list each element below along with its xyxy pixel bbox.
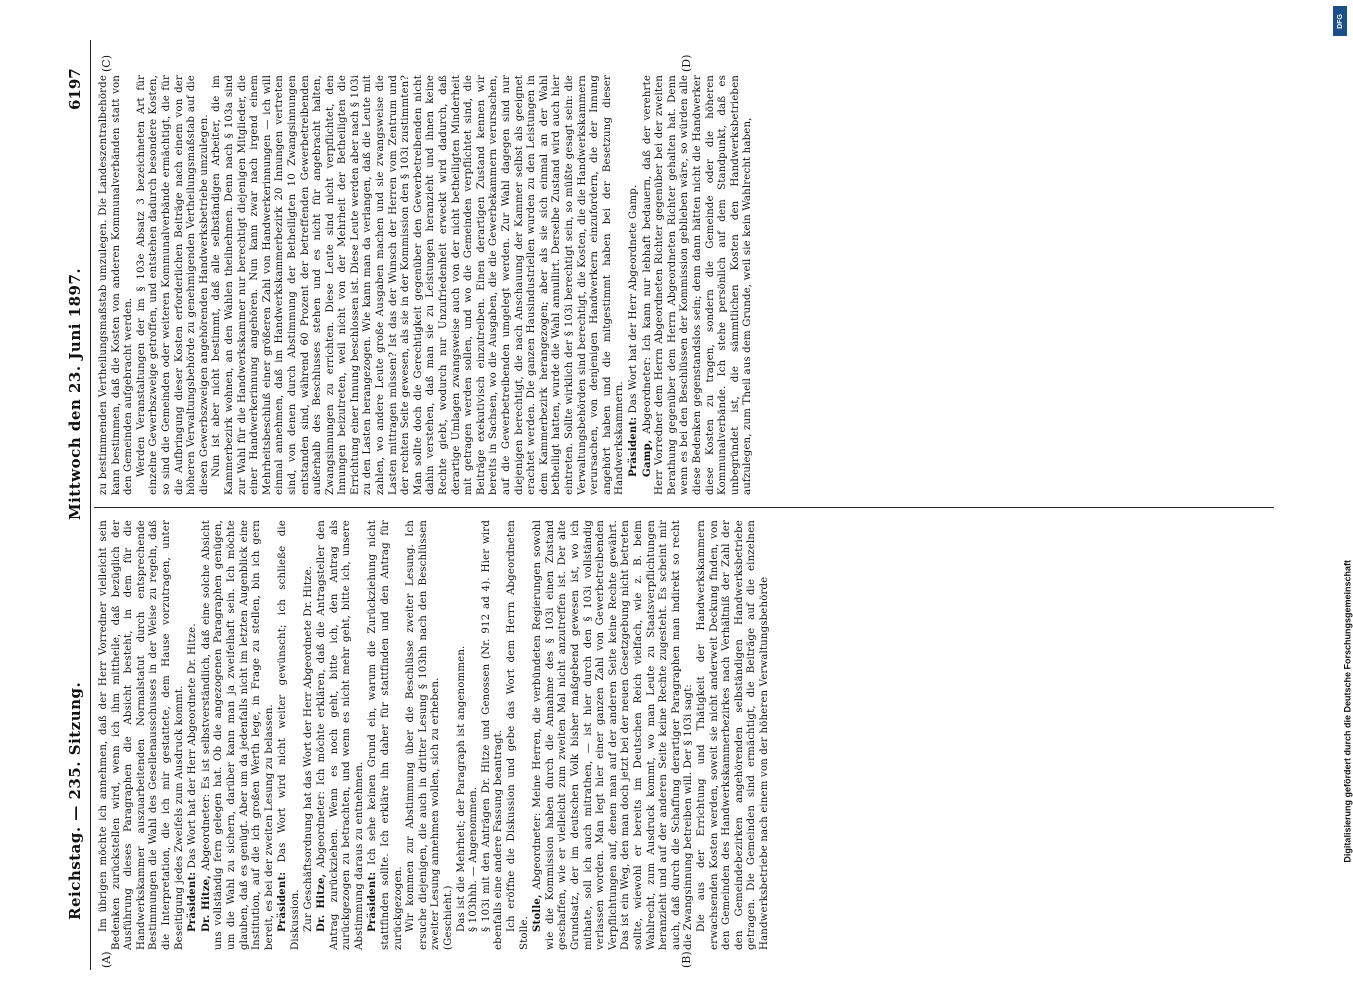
paragraph: [531, 520, 696, 950]
paragraph: [641, 75, 755, 495]
rotated-page-content: [60, 30, 1290, 990]
paragraph-text: Das Wort hat der Herr Abgeordnete Gamp.: [627, 184, 639, 417]
paragraph-text: Abgeordneter: Ich kann nur lebhaft bedauern, daß der verehrte Herr Vorredner dem Herrn Abgeordneten Richter gegenüber bei der zweiten Berathung gegenüber dem Herrn Abgeordneten Richter gehalten hat. Denn wenn es bei den Beschlüssen der Kommission geblieben wäre, so würden alle diese Bedenken gegenstandslos sein; denn dann hätten nicht die Handwerker diese Kosten zu tragen, sondern die Gemeinde oder die höheren Kommunalverbände. Ich stehe persönlich auf dem Standpunkt, daß es unbegründet ist, die sämmtlichen Kosten den Handwerksbetrieben aufzulegen, zum Theil aus dem Grunde, weil sie kein Wahlrecht haben,: [641, 75, 754, 495]
speaker-label: Präsident:: [186, 871, 199, 932]
paragraph-text: Abgeordneter: Es ist selbstverständlich, daß eine solche Absicht uns vollständig fern gelegen hat. Ob die angezogenen Paragraphen genügen, um die Wahl zu sichern, darüber kann man ja zweifelhaft sein. Ich möchte glauben, daß es genügt. Aber um da jedenfalls nicht im letzten Augenblick eine Institution, auf die ich großen Werth lege, in Frage zu stellen, bin ich gern bereit, es bei der zweiten Lesung zu belassen.: [200, 520, 275, 950]
paragraph-text: § 103i mit den Anträgen Dr. Hitze und Genossen (Nr. 912 ad 4). Hier wird ebenfalls eine andere Fassung beantragt.: [480, 520, 505, 950]
paragraph: [98, 75, 136, 495]
marker-d: (D): [680, 54, 693, 72]
paragraph: [136, 75, 212, 495]
paragraph-text: Zur Geschäftsordnung hat das Wort der Herr Abgeordnete Dr. Hitze.: [302, 565, 314, 932]
speaker-label: Gamp,: [640, 439, 653, 477]
speaker-label: Präsident:: [366, 871, 379, 932]
page-number: 6197: [66, 68, 84, 110]
dfg-logo: DFG: [1333, 6, 1347, 36]
paragraph-text: Wir kommen zur Abstimmung über die Beschlüsse zweiter Lesung. Ich ersuche diejenigen, die auch in dritter Lesung § 103hh nach den Beschlüssen zweiter Lesung annehmen wollen, sich zu erheben.: [405, 520, 442, 950]
paragraph: [627, 75, 641, 495]
paragraph: [696, 520, 772, 950]
paragraph-text: (Geschieht.): [443, 885, 455, 950]
speaker-label: Dr. Hitze,: [315, 873, 328, 932]
left-column: [98, 520, 1278, 950]
paragraph: [200, 520, 277, 950]
header-left: Reichstag. — 235. Sitzung.: [66, 681, 84, 920]
right-column: [98, 75, 1278, 495]
paragraph: [186, 520, 200, 950]
paragraph: [506, 520, 531, 950]
marker-b: (B): [680, 951, 693, 968]
paragraph-text: Im übrigen möchte ich annehmen, daß der Herr Vorredner vielleicht sein Bedenken zurückstellen wird, wenn ich ihm mittheile, daß bezüglich der Ausführung dieses Paragraphen die Absicht besteht, in dem für die Handwerkskammer auszuarbeitenden Normalstatut durch entsprechende Bestimmungen die Wahl des Gesellenausschusses in der Weise zu regeln, daß die Interpretation, die ich mir gestattete, dem Hause vorzutragen, unter Beseitigung jedes Zweifels zum Ausdruck kommt.: [98, 520, 185, 950]
paragraph-text: Die aus der Errichtung und Thätigkeit der Handwerkskammern erwachsenden Kosten werden, soweit sie nicht anderweit Deckung finden, von den Gemeinden des Handwerkskammerbezirkes nach Verhältniß der Zahl der den Gemeindebezirken angehörenden selbständigen Handwerksbetriebe getragen. Die Gemeinden sind ermächtigt, die Beiträge auf die einzelnen Handwerksbetriebe nach einem von der höheren Verwaltungsbehörde: [695, 520, 770, 950]
paragraph-text: Das Wort hat der Herr Abgeordnete Dr. Hitze.: [187, 623, 199, 872]
paragraph-text: Abgeordneter: Ich möchte erklären, daß die Antragsteller den Antrag zurückziehen. Wenn es noch geht, bitte ich, den Antrag als zurückgezogen zu betrachten, und wenn es nicht mehr geht, bitte ich, unsere Abstimmung daraus zu entnehmen.: [316, 519, 365, 950]
paragraph-text: zu bestimmenden Vertheilungsmaßstab umzulegen. Die Landeszentralbehörde kann bestimmen, daß die Kosten von anderen Kommunalverbänden statt von den Gemeinden aufgebracht werden.: [98, 75, 135, 495]
speaker-label: Stolle,: [531, 894, 544, 932]
digitization-credit: Digitalisierung gefördert durch die Deutsche Forschungsgemeinschaft: [1343, 560, 1353, 863]
paragraph-text: Das Wort wird nicht weiter gewünscht; ich schließe die Diskussion.: [277, 520, 301, 950]
paragraph-text: Werden Veranstaltungen der im § 103e Absatz 3 bezeichneten Art für einzelne Gewerbszweige getroffen, und entstehen dadurch besondere Kosten, so sind die Gemeinden oder weiteren Kommunalverbände ermächtigt, die für die Aufbringung dieser Kosten erforderlichen Beiträge nach einem von der höheren Verwaltungsbehörde zu genehmigenden Vertheilungsmaßstab auf die diesen Gewerbszweigen angehörenden Handwerksbetriebe umzulegen.: [135, 75, 210, 495]
header-center: Mittwoch den 23. Juni 1897.: [66, 267, 84, 520]
paragraph: [276, 520, 302, 950]
paragraph-text: Ich eröffne die Diskussion und gebe das Wort dem Herrn Abgeordneten Stolle.: [506, 520, 530, 950]
speaker-label: Präsident:: [276, 871, 289, 932]
paragraph: [468, 520, 481, 950]
paragraph: [443, 520, 456, 950]
paragraph: [481, 520, 506, 950]
paragraph-text: § 103hhh. — Angenommen.: [468, 786, 480, 932]
paragraph-text: Ich sehe keinen Grund ein, warum die Zurückziehung nicht stattfinden sollte. Ich erkläre ihn daher für stattfinden und den Antrag für zurückgezogen.: [367, 520, 404, 950]
paragraph: [456, 520, 469, 950]
paragraph: [98, 520, 186, 950]
speaker-label: Präsident:: [626, 416, 639, 477]
speaker-label: Dr. Hitze,: [199, 875, 212, 932]
marker-c: (C): [100, 55, 113, 72]
paragraph-text: Abgeordneter: Meine Herren, die verbündeten Regierungen sowohl wie die Kommission haben durch die Annahme des § 103i einen Zustand geschaffen, wie er vielleicht zum zweiten Mal nicht anzutreffen ist. Der alte Grundsatz, der im deutschen Volk bisher maßgebend gewesen ist, wo ich mithate, soll ich auch mitrathen, — ist hier durch den § 103i vollständig verlassen worden. Man legt hier einer ganzen Zahl von Gewerbetreibenden Verpflichtungen auf, denen man auf der anderen Seite keine Rechte gewährt. Das ist ein Weg, den man doch jetzt bei der neuen Gesetzgebung nicht betreten sollte, wiewohl er bereits im Deutschen Reich vielfach, wie z. B. beim Wahlrecht, zum Ausdruck kommt, wo man Leute zu Staatsverpflichtungen heranzieht und auf der anderen Seite keine Rechte zugesteht. Es scheint mir auch, daß durch die Schaffung derartiger Paragraphen man indirekt so recht die Zwangsinnung betreiben will. Der § 103i sagt:: [532, 520, 695, 950]
paragraph: [315, 520, 366, 950]
paragraph: [303, 520, 316, 950]
paragraph-text: Das ist die Mehrheit; der Paragraph ist angenommen.: [455, 645, 467, 932]
column-divider: [94, 507, 1274, 508]
header-rule: [90, 40, 91, 970]
running-header: [60, 30, 90, 990]
paragraph-text: Nun ist aber nicht bestimmt, daß alle selbständigen Arbeiter, die im Kammerbezirk wohnen, an den Wahlen theilnehmen. Denn nach § 103a sind zur Wahl für die Handwerkskammer nur berechtigt diejenigen Mitglieder, die einer Handwerkerinnung angehören. Nun kann zwar nach irgend einem Mehrheitsbeschluß einer größeren Zahl von Handwerkerinnungen — ich will einmal annehmen, daß im Handwerkskammerbezirk 20 Innungen vertreten sind, von denen durch Abstimmung der Betheiligten 10 Zwangsinnungen entstanden sind, während 60 Prozent der betreffenden Gewerbetreibenden außerhalb des Beschlusses stehen und es nicht für angebracht halten, Zwangsinnungen zu errichten. Diese Leute sind nicht verpflichtet, den Innungen beizutreten, weil nicht von der Mehrheit der Betheiligten die Errichtung einer Innung beschlossen ist. Diese Leute werden aber nach § 103i zu den Lasten herangezogen. Wie kann man da verlangen, daß die Leute mit zahlen, wo andere Leute große Ausgaben machen und sie zwangsweise die Lasten mittragen müssen? Ist das der Wunsch der Herren vom Zentrum und der rechten Seite gewesen, als sie in der Kommission den § 103i zustimmten? Man sollte doch die Gerechtigkeit gegenüber den Gewerbetreibenden nicht dahin verstehen, daß man sie zu Leistungen heranzieht und ihnen keine Rechte giebt, wodurch nur Unzufriedenheit erweckt wird dadurch, daß derartige Umlagen zwangsweise auch von der nicht betheiligten Minderheit mit getragen werden sollen, und wo die Gemeinden verpflichtet sind, die Beiträge exekutivisch einzutreiben. Einen derartigen Zustand kennen wir bereits in Sachsen, wo die Ausgaben, die die Gewerbekammern verursachen, auf die Gewerbetreibenden umgelegt werden. Zur Wahl dagegen sind nur diejenigen berechtigt, die nach Anschauung der Kammer selbst als geeignet erachtet werden. Die ganzen Hausindustriellen wurden zu den Leistungen in dem Kammerbezirk herangezogen; aber als sie sich einmal an der Wahl betheiligt hatten, wurde die Wahl annullirt. Derselbe Zustand wird auch hier eintreten. Sollte wirklich der § 103i berechtigt sein, so müßte gesagt sein: die Verwaltungsbehörden sind berechtigt, die Kosten, die die Handwerkskammern verursachen, von denjenigen Handwerkern einzufordern, die der Innung angehört haben und die mitgestimmt haben bei der Besetzung dieser Handwerkskammern.: [211, 75, 626, 495]
paragraph: [366, 520, 405, 950]
paragraph: [405, 520, 443, 950]
paragraph: [211, 75, 627, 495]
marker-a: (A): [100, 951, 113, 968]
